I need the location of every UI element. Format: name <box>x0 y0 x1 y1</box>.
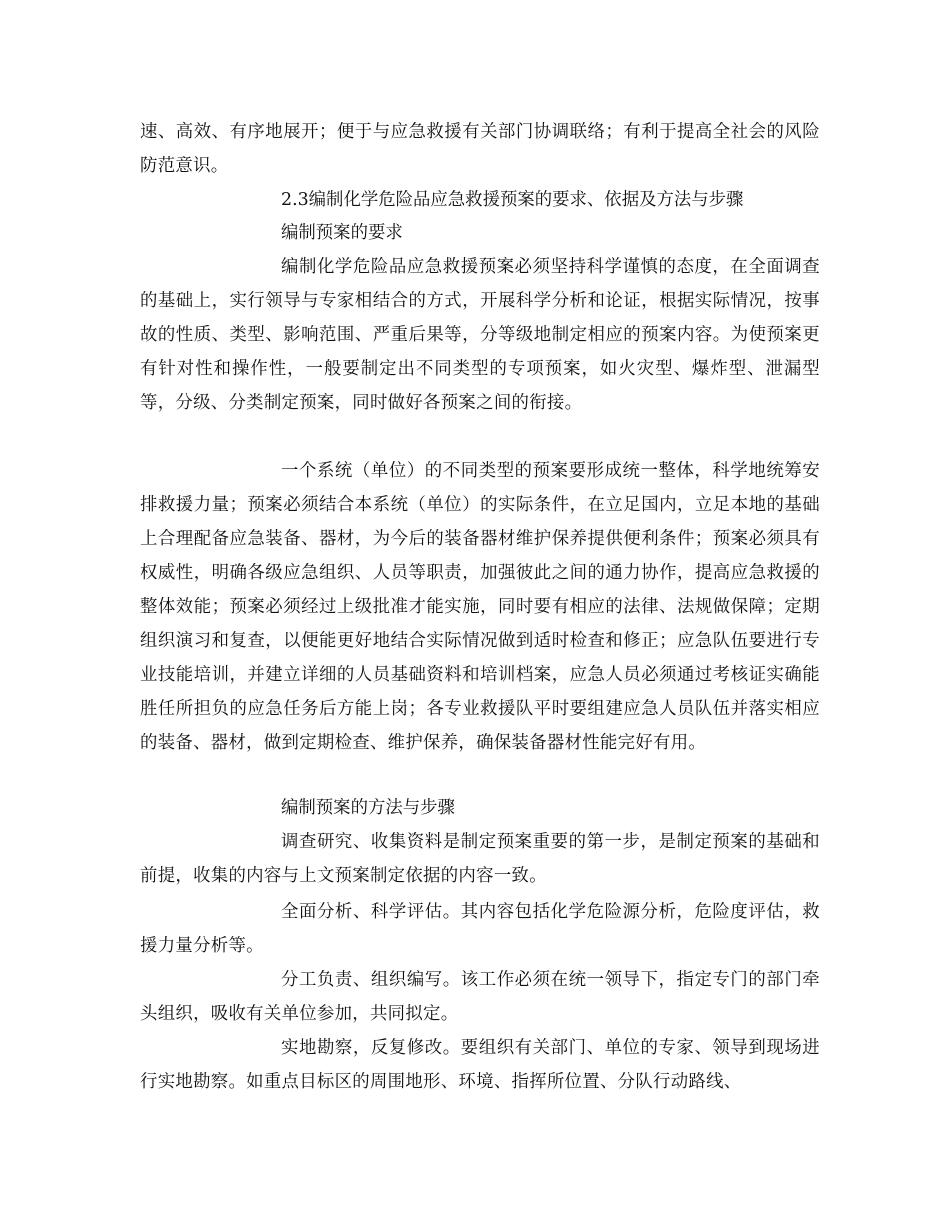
methods-paragraph-2 <box>140 895 820 963</box>
subheading-requirements: 编制预案的要求 <box>281 223 403 243</box>
requirements-paragraph-2 <box>140 454 820 760</box>
section-heading: 2.3编制化学危险品应急救援预案的要求、依据及方法与步骤 <box>281 190 744 210</box>
requirements-paragraph-1-text: 编制化学危险品应急救援预案必须坚持科学谨慎的态度，在全面调查的基础上，实行领导与专家相结合的方式，开展科学分析和论证，根据实际情况，按事故的性质、类型、影响范围、严重后果等，分等级地制定相应的预案内容。为使预案更有针对性和操作性，一般要制定出不同类型的专项预案，如火灾型、爆炸型、泄漏型等，分级、分类制定预案，同时做好各预案之间的衔接。 <box>140 257 820 413</box>
continuation-text: 速、高效、有序地展开；便于与应急救援有关部门协调联络；有利于提高全社会的风险防范意识。 <box>140 122 820 176</box>
requirements-paragraph-1 <box>140 250 820 420</box>
methods-paragraph-3 <box>140 963 820 1031</box>
methods-paragraph-3-text: 分工负责、组织编写。该工作必须在统一领导下，指定专门的部门牵头组织，吸收有关单位参加，共同拟定。 <box>140 970 820 1024</box>
methods-paragraph-1 <box>140 825 820 893</box>
requirements-paragraph-2-text: 一个系统（单位）的不同类型的预案要形成统一整体，科学地统筹安排救援力量；预案必须结合本系统（单位）的实际条件，在立足国内，立足本地的基础上合理配备应急装备、器材，为今后的装备器材维护保养提供便利条件；预案必须具有权威性，明确各级应急组织、人员等职责，加强彼此之间的通力协作，提高应急救援的整体效能；预案必须经过上级批准才能实施，同时要有相应的法律、法规做保障；定期组织演习和复查，以便能更好地结合实际情况做到适时检查和修正；应急队伍要进行专业技能培训，并建立详细的人员基础资料和培训档案，应急人员必须通过考核证实确能胜任所担负的应急任务后方能上岗；各专业救援队平时要组建应急人员队伍并落实相应的装备、器材，做到定期检查、维护保养，确保装备器材性能完好有用。 <box>140 461 820 753</box>
subheading-methods: 编制预案的方法与步骤 <box>281 798 455 818</box>
continuation-paragraph <box>140 115 820 183</box>
methods-paragraph-1-text: 调查研究、收集资料是制定预案重要的第一步，是制定预案的基础和前提，收集的内容与上文预案制定依据的内容一致。 <box>140 832 820 886</box>
methods-paragraph-4-text: 实地勘察，反复修改。要组织有关部门、单位的专家、领导到现场进行实地勘察。如重点目标区的周围地形、环境、指挥所位置、分队行动路线、 <box>140 1038 820 1092</box>
methods-paragraph-2-text: 全面分析、科学评估。其内容包括化学危险源分析，危险度评估，救援力量分析等。 <box>140 902 820 956</box>
methods-paragraph-4 <box>140 1031 820 1099</box>
